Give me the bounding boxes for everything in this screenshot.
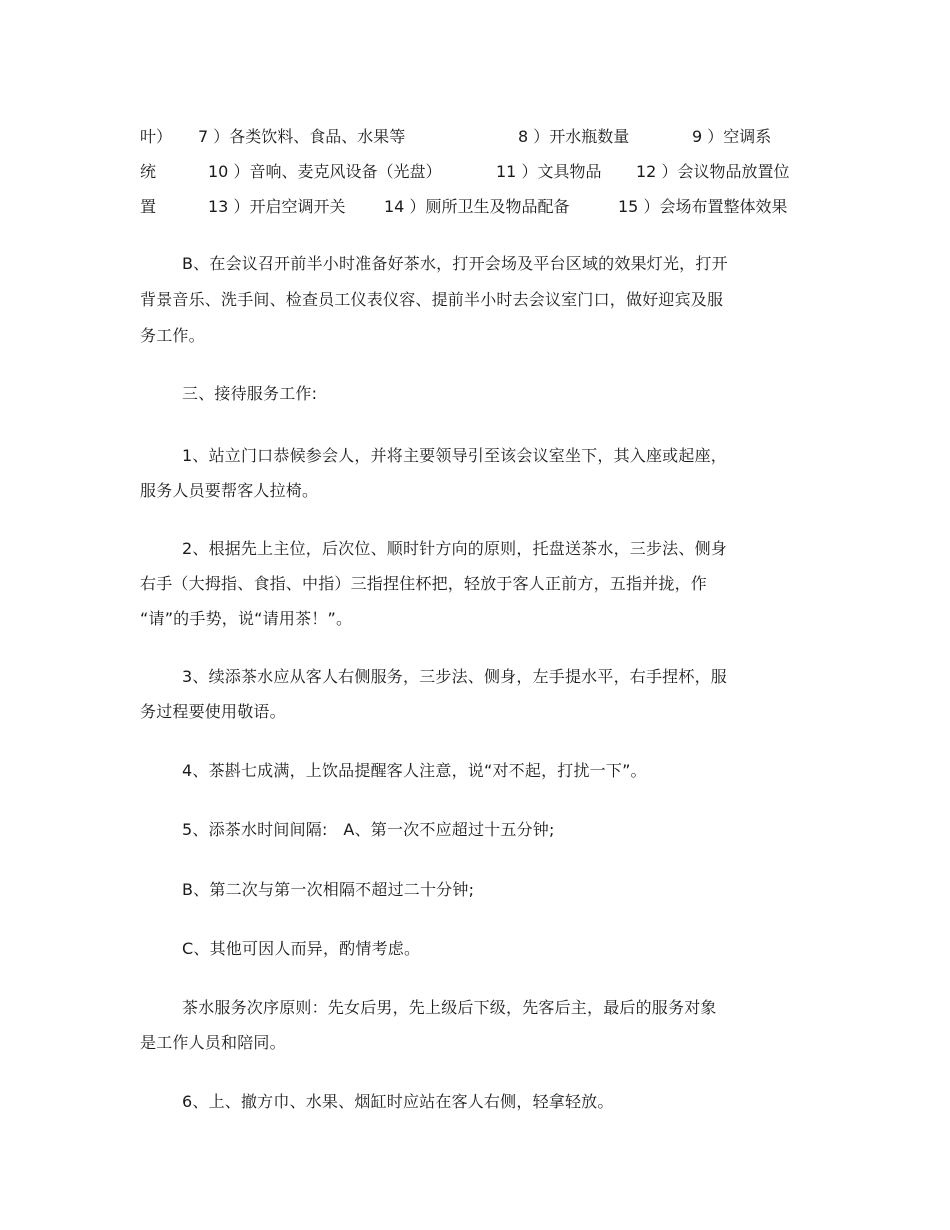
checklist-row-2 [140, 162, 810, 182]
item-2-line-1: 2、根据先上主位，后次位、顺时针方向的原则，托盘送茶水，三步法、侧身 [182, 539, 727, 558]
checklist-lead: 置 [140, 197, 157, 216]
checklist-item-8: 8 ）开水瓶数量 [518, 127, 630, 146]
paragraph-b-line-1: B、在会议召开前半小时准备好茶水，打开会场及平台区域的效果灯光，打开 [182, 254, 728, 273]
checklist-item-7: 7 ）各类饮料、食品、水果等 [198, 127, 406, 146]
item-2-line-3: “请”的手势，说“请用茶！”。 [140, 609, 353, 628]
checklist-lead: 叶） [140, 127, 173, 146]
checklist-item-15: 15 ）会场布置整体效果 [618, 197, 788, 216]
item-4-line-1: 4、茶斟七成满，上饮品提醒客人注意，说“对不起，打扰一下”。 [182, 761, 647, 780]
section-heading: 三、接待服务工作: [182, 384, 318, 403]
item-5b-line-1: B、第二次与第一次相隔不超过二十分钟; [182, 880, 475, 899]
paragraph-b-line-2: 背景音乐、洗手间、检查员工仪表仪容、提前半小时去会议室门口，做好迎宾及服 [140, 290, 724, 309]
checklist-item-11: 11 ）文具物品 [496, 162, 602, 181]
checklist-item-14: 14 ）厕所卫生及物品配备 [384, 197, 570, 216]
item-3-line-2: 务过程要使用敬语。 [140, 702, 286, 721]
item-1-line-2: 服务人员要帮客人拉椅。 [140, 481, 319, 500]
tea-order-line-2: 是工作人员和陪同。 [140, 1033, 286, 1052]
item-5c-line-1: C、其他可因人而异，酌情考虑。 [182, 939, 421, 958]
item-5-line-1: 5、添茶水时间间隔: A、第一次不应超过十五分钟; [182, 820, 555, 839]
checklist-item-9: 9 ）空调系 [692, 127, 772, 146]
checklist-item-13: 13 ）开启空调开关 [208, 197, 346, 216]
item-1-line-1: 1、站立门口恭候参会人，并将主要领导引至该会议室坐下，其入座或起座， [182, 446, 727, 465]
item-2-line-2: 右手（大拇指、食指、中指）三指捏住杯把，轻放于客人正前方，五指并拢，作 [140, 574, 708, 593]
checklist-lead: 统 [140, 162, 157, 181]
checklist-item-12: 12 ）会议物品放置位 [636, 162, 790, 181]
item-3-line-1: 3、续添茶水应从客人右侧服务，三步法、侧身，左手提水平，右手捏杯，服 [182, 667, 727, 686]
tea-order-line-1: 茶水服务次序原则：先女后男，先上级后下级，先客后主，最后的服务对象 [182, 998, 717, 1017]
paragraph-b-line-3: 务工作。 [140, 326, 205, 345]
checklist-item-10: 10 ）音响、麦克风设备（光盘） [208, 162, 442, 181]
item-6-line-1: 6、上、撤方巾、水果、烟缸时应站在客人右侧，轻拿轻放。 [182, 1092, 614, 1111]
checklist-row-3 [140, 197, 810, 217]
checklist-row-1 [140, 127, 810, 147]
